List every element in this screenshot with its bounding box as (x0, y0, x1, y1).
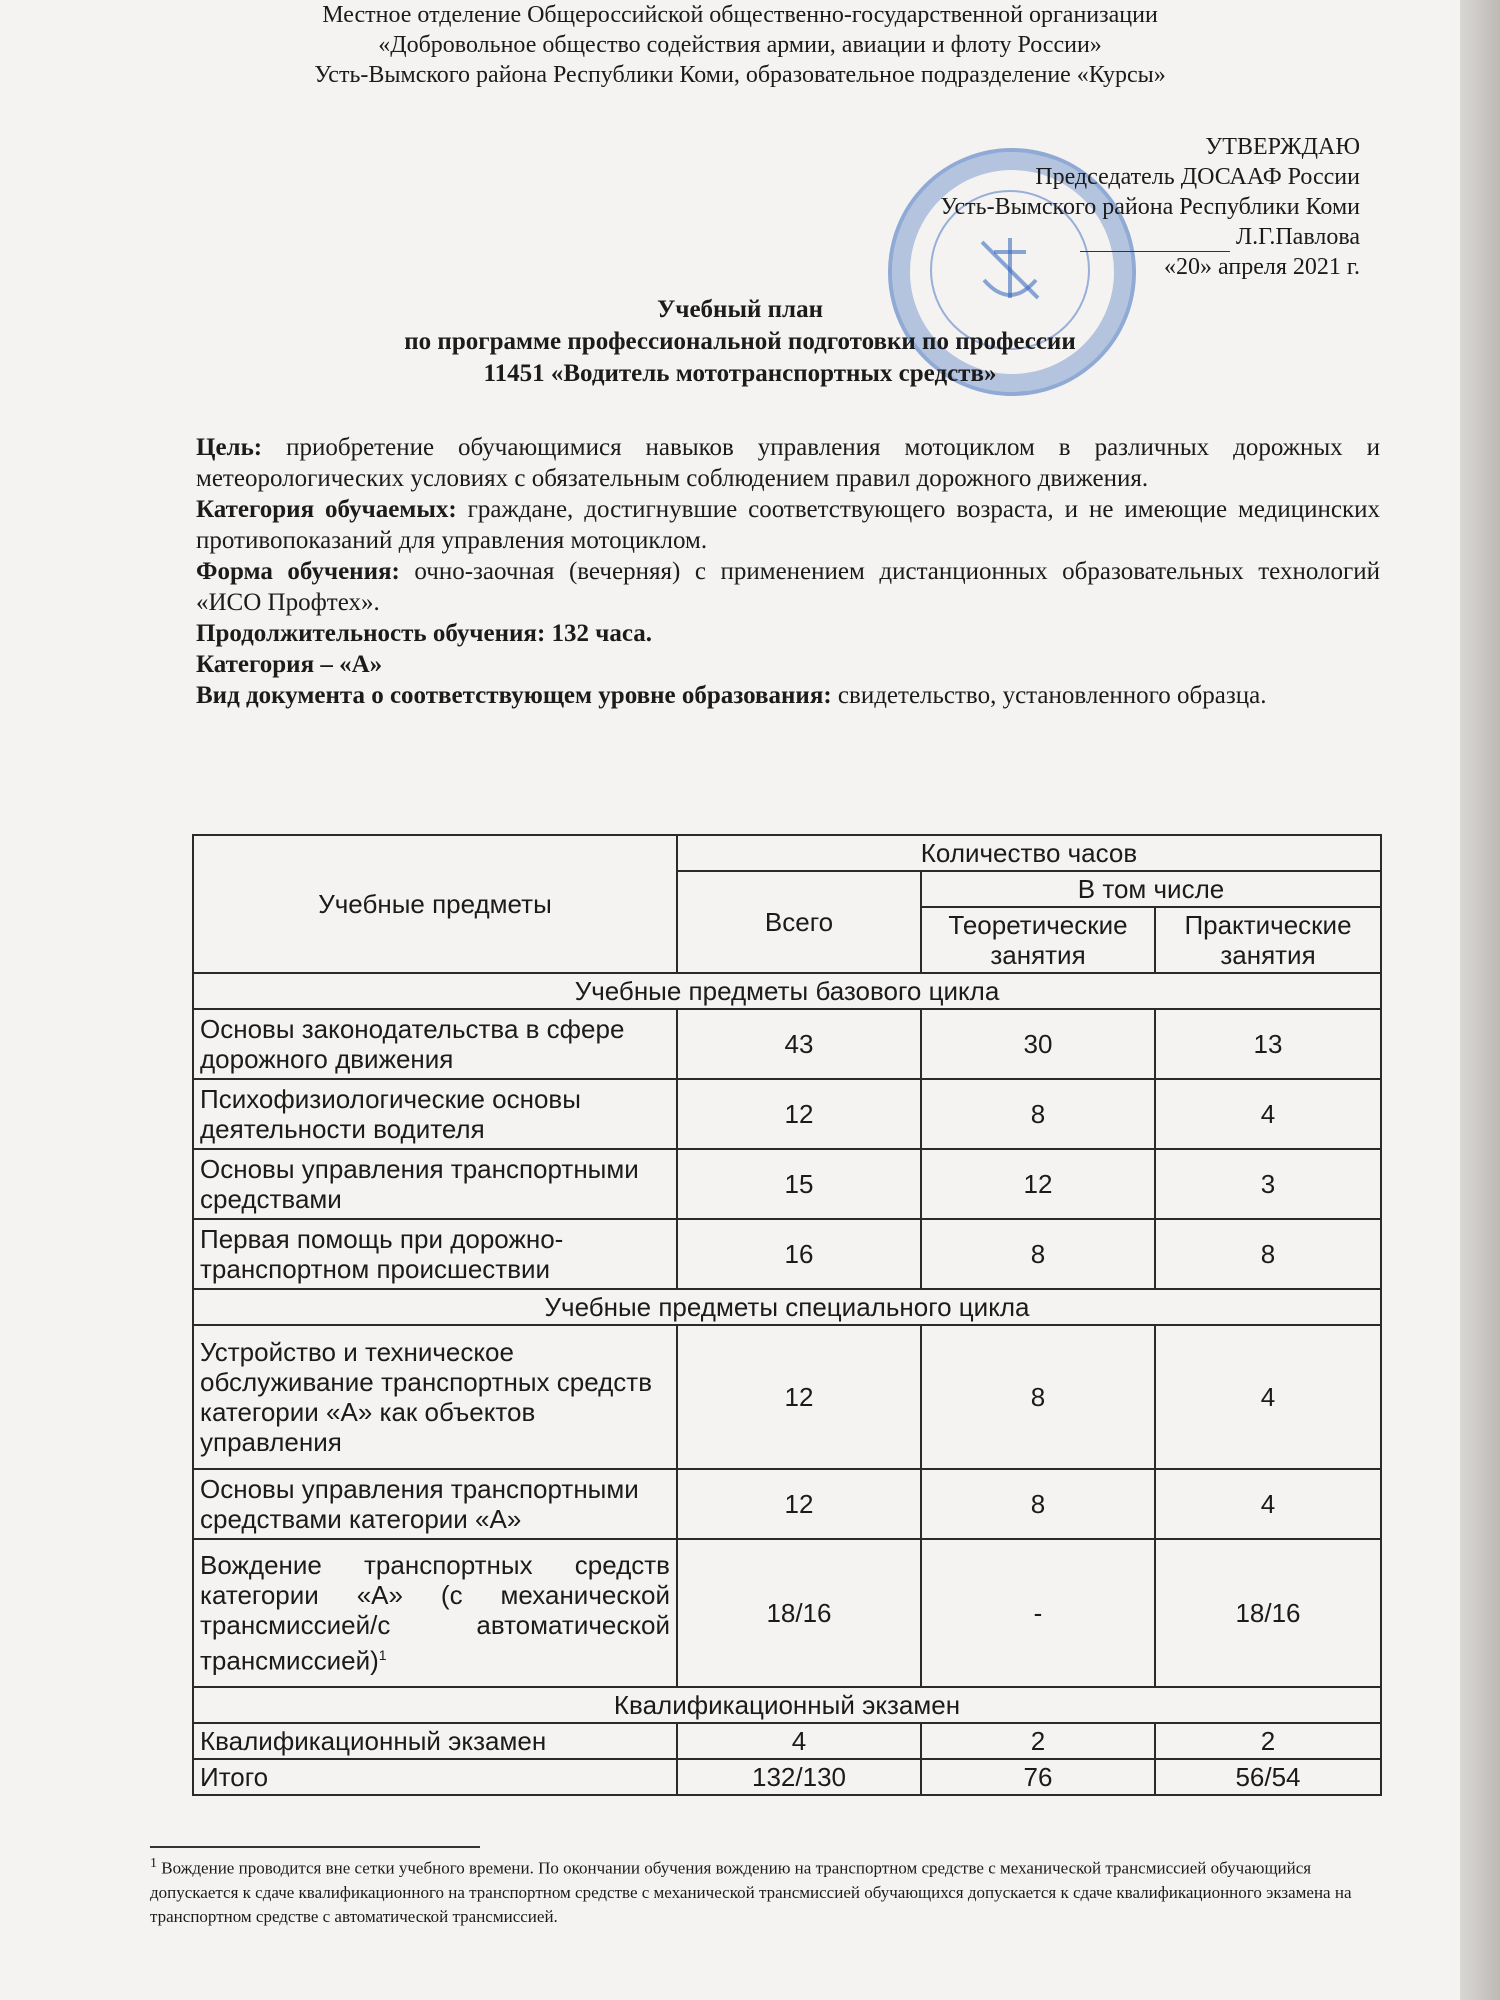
footnote-divider (150, 1846, 480, 1848)
organization-header (0, 0, 1480, 90)
hours-theory: - (921, 1539, 1155, 1687)
category-paragraph (196, 494, 1380, 556)
page-edge-shadow (1460, 0, 1500, 2000)
hours-theory: 8 (921, 1325, 1155, 1469)
hours-practice: 13 (1155, 1009, 1381, 1079)
title-line-3: 11451 «Водитель мототранспортных средств» (483, 360, 997, 387)
header-subjects: Учебные предметы (193, 835, 677, 973)
duration-paragraph (196, 618, 1380, 649)
approver-position: Председатель ДОСААФ России (1035, 164, 1360, 190)
table-row (193, 1079, 1381, 1149)
section-row (193, 1687, 1381, 1723)
approval-date: «20» апреля 2021 г. (1164, 254, 1360, 280)
approve-word: УТВЕРЖДАЮ (1205, 134, 1360, 160)
hours-theory: 76 (921, 1759, 1155, 1795)
table-row (193, 1723, 1381, 1759)
hours-theory: 12 (921, 1149, 1155, 1219)
doc-text: свидетельство, установленного образца. (837, 682, 1267, 709)
section-row (193, 973, 1381, 1009)
table-row (193, 1219, 1381, 1289)
subject-name-with-footnote (193, 1539, 677, 1687)
hours-total: 16 (677, 1219, 921, 1289)
hours-total: 12 (677, 1469, 921, 1539)
table-row (193, 1469, 1381, 1539)
footnote-text: Вождение проводится вне сетки учебного времени. По окончании обучения вождению на транспортном средстве с механической трансмиссией обучающийся допускается к сдаче квалификационного на транспортном средстве с механической трансмиссией обучающихся допускается к сдаче квалификационного экзамена на транспортном средстве с автоматической трансмиссией. (150, 1858, 1352, 1926)
subject-name: Основы законодательства в сфере дорожного движения (193, 1009, 677, 1079)
hours-theory: 8 (921, 1079, 1155, 1149)
section-row (193, 1289, 1381, 1325)
hours-total: 4 (677, 1723, 921, 1759)
hours-practice: 8 (1155, 1219, 1381, 1289)
subject-name: Устройство и техническое обслуживание транспортных средств категории «А» как объектов управления (193, 1325, 677, 1469)
section-special: Учебные предметы специального цикла (193, 1289, 1381, 1325)
title-line-2: по программе профессиональной подготовки по профессии (404, 328, 1076, 355)
table-header-row (193, 835, 1381, 871)
subject-name: Психофизиологические основы деятельности водителя (193, 1079, 677, 1149)
org-line-2: «Добровольное общество содействия армии, авиации и флоту России» (378, 32, 1102, 58)
hours-practice: 18/16 (1155, 1539, 1381, 1687)
document-title (0, 294, 1480, 390)
total-row (193, 1759, 1381, 1795)
duration-text: Продолжительность обучения: 132 часа. (196, 620, 653, 647)
header-hours: Количество часов (677, 835, 1381, 871)
hours-practice: 4 (1155, 1079, 1381, 1149)
org-line-3: Усть-Вымского района Республики Коми, образовательное подразделение «Курсы» (314, 62, 1166, 88)
table-row (193, 1009, 1381, 1079)
form-label: Форма обучения: (196, 558, 400, 585)
hours-theory: 2 (921, 1723, 1155, 1759)
hours-total: 43 (677, 1009, 921, 1079)
footnote (150, 1852, 1380, 1929)
hours-practice: 4 (1155, 1469, 1381, 1539)
table-row (193, 1539, 1381, 1687)
signature-line (800, 222, 1360, 252)
approver-region: Усть-Вымского района Республики Коми (940, 194, 1360, 220)
title-line-1: Учебный план (657, 296, 823, 323)
hours-total: 12 (677, 1079, 921, 1149)
category-label: Категория обучаемых: (196, 496, 457, 523)
goal-label: Цель: (196, 434, 263, 461)
hours-total: 132/130 (677, 1759, 921, 1795)
form-paragraph (196, 556, 1380, 618)
header-total: Всего (677, 871, 921, 973)
footnote-number: 1 (150, 1856, 157, 1871)
hours-practice: 2 (1155, 1723, 1381, 1759)
hours-theory: 8 (921, 1219, 1155, 1289)
curriculum-table (192, 834, 1382, 1796)
hours-practice: 4 (1155, 1325, 1381, 1469)
license-category-paragraph (196, 649, 1380, 680)
category-text: граждане, достигнувшие соответствующего возраста, и не имеющие медицинских противопоказаний для управления мотоциклом. (196, 496, 1380, 554)
hours-theory: 30 (921, 1009, 1155, 1079)
form-text: очно-заочная (вечерняя) с применением дистанционных образовательных технологий «ИСО Профтех». (196, 558, 1380, 616)
hours-total: 15 (677, 1149, 921, 1219)
header-practice: Практические занятия (1155, 907, 1381, 973)
table-row (193, 1149, 1381, 1219)
header-theory: Теоретические занятия (921, 907, 1155, 973)
plan-description (196, 432, 1380, 711)
approver-name: Л.Г.Павлова (1235, 224, 1360, 250)
goal-paragraph (196, 432, 1380, 494)
hours-total: 12 (677, 1325, 921, 1469)
total-label: Итого (193, 1759, 677, 1795)
hours-total: 18/16 (677, 1539, 921, 1687)
subject-name: Основы управления транспортными средствами (193, 1149, 677, 1219)
document-type-paragraph (196, 680, 1380, 711)
table-row (193, 1325, 1381, 1469)
subject-name: Основы управления транспортными средствами категории «А» (193, 1469, 677, 1539)
footnote-mark: 1 (378, 1647, 387, 1664)
goal-text: приобретение обучающимися навыков управления мотоциклом в различных дорожных и метеорологических условиях с обязательным соблюдением правил дорожного движения. (196, 434, 1381, 492)
subject-name: Первая помощь при дорожно-транспортном происшествии (193, 1219, 677, 1289)
license-category-text: Категория – «А» (196, 651, 383, 678)
subject-name: Вождение транспортных средств категории «А» (с механической трансмиссией/с автоматической трансмиссией) (200, 1550, 670, 1676)
hours-practice: 3 (1155, 1149, 1381, 1219)
hours-practice: 56/54 (1155, 1759, 1381, 1795)
section-base: Учебные предметы базового цикла (193, 973, 1381, 1009)
header-including: В том числе (921, 871, 1381, 907)
doc-label: Вид документа о соответствующем уровне образования: (196, 682, 832, 709)
subject-name: Квалификационный экзамен (193, 1723, 677, 1759)
section-exam: Квалификационный экзамен (193, 1687, 1381, 1723)
hours-theory: 8 (921, 1469, 1155, 1539)
org-line-1: Местное отделение Общероссийской общественно-государственной организации (322, 2, 1158, 28)
approval-block (800, 132, 1360, 282)
